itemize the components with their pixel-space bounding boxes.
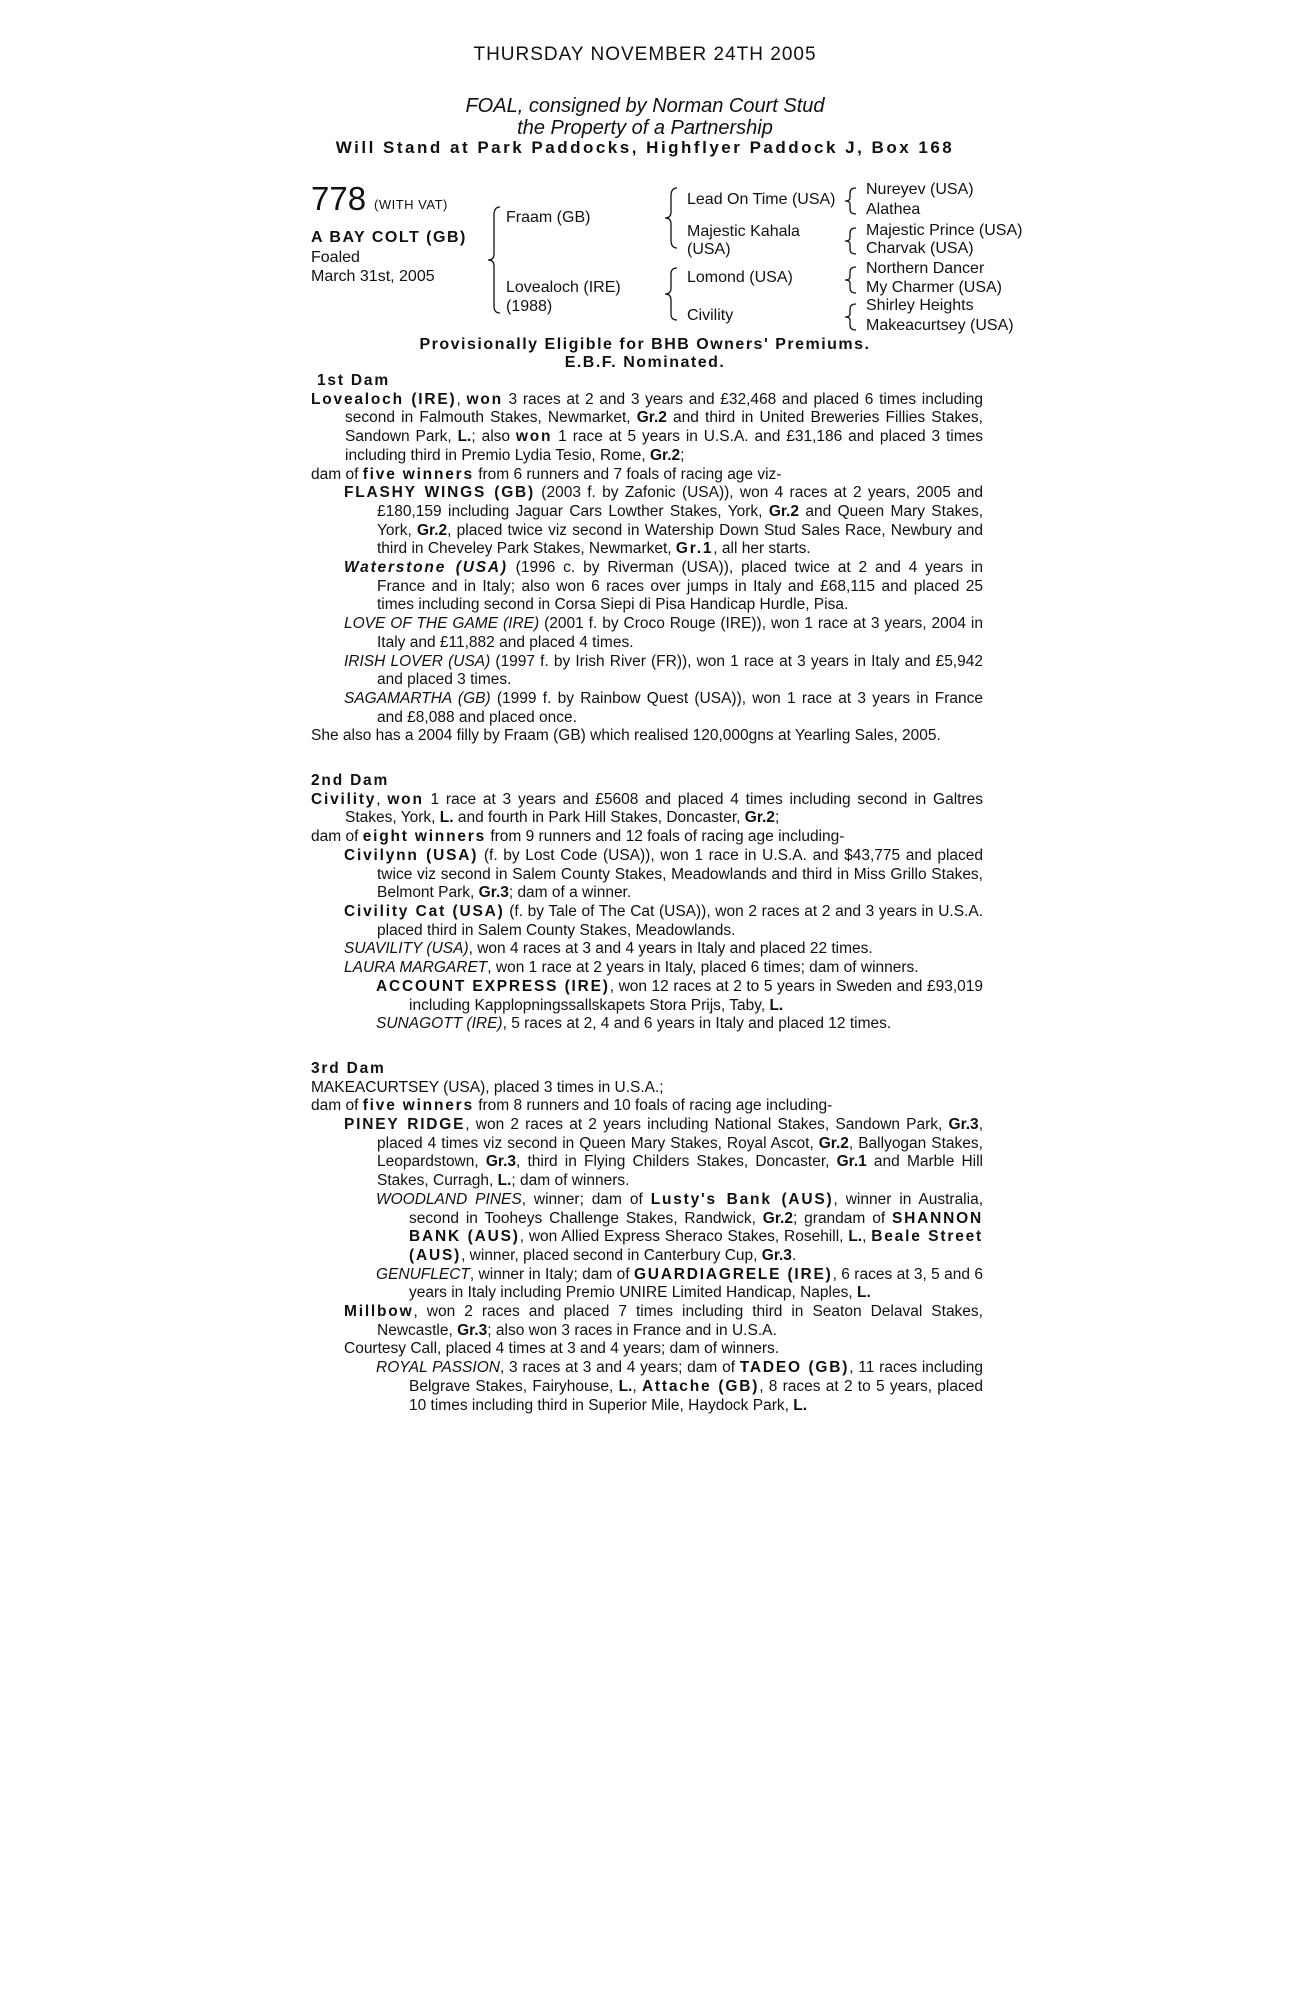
dam-year: (1988) [506,298,553,315]
sire-dam-line2: (USA) [687,241,731,258]
produce-entry: GENUFLECT, winner in Italy; dam of GUARDIAGRELE (IRE), 6 races at 3, 5 and 6 years in Italy including Premio UNIRE Limited Handicap, Naples, L. [376,1265,984,1302]
sire-name: Fraam (GB) [506,209,591,226]
produce-entry: Civility Cat (USA) (f. by Tale of The Cat (USA)), won 2 races at 2 and 3 years in U.S.A. placed third in Salem County Stakes, Meadowlands. [344,902,984,939]
dam-dam: Civility [687,307,734,324]
third-dam-heading: 3rd Dam [311,1059,386,1077]
ggs-7: Shirley Heights [866,297,974,314]
produce-entry: SAGAMARTHA (GB) (1999 f. by Rainbow Quest (USA)), won 1 race at 3 years in France and £8,088 and placed once. [344,689,983,726]
bracket-sire [665,188,677,248]
foaled-date: March 31st, 2005 [311,268,435,285]
ggs-8: Makeacurtsey (USA) [866,317,1014,334]
sire-sire: Lead On Time (USA) [687,191,836,208]
ggs-6: My Charmer (USA) [866,279,1003,296]
produce-entry: Waterstone (USA) (1996 c. by Riverman (USA)), placed twice at 2 and 4 years in France and in Italy; also won 6 races over jumps in Italy and £68,115 and placed 25 times including second in Corsa Siepi di Pisa Handicap Hurdle, Pisa. [344,559,983,614]
third-dam-entry: MAKEACURTSEY (USA), placed 3 times in U.S.A.; [311,1078,664,1096]
vat-label: (WITH VAT) [374,197,448,212]
sale-date: THURSDAY NOVEMBER 24TH 2005 [473,44,817,65]
produce-entry: FLASHY WINGS (GB) (2003 f. by Zafonic (USA)), won 4 races at 2 years, 2005 and £180,159 including Jaguar Cars Lowther Stakes, York, Gr.2 and Queen Mary Stakes, York, Gr.2, placed twice viz second in Watership Down Stud Sales Race, Newbury and third in Cheveley Park Stakes, Newmarket, Gr.1, all her starts. [344,484,984,558]
bracket-dam [665,268,677,320]
dam-name: Lovealoch (IRE) [506,279,621,296]
stand-location: Will Stand at Park Paddocks, Highflyer Paddock J, Box 168 [335,138,955,157]
produce-entry: ROYAL PASSION, 3 races at 3 and 4 years; dam of TADEO (GB), 11 races including Belgrave Stakes, Fairyhouse, L., Attache (GB), 8 races at 2 to 5 years, placed 10 times including third in Superior Mile, Haydock Park, L. [376,1359,984,1414]
first-dam-heading: 1st Dam [317,372,390,389]
lot-number: 778 [311,180,367,217]
consignor-line: FOAL, consigned by Norman Court Stud [465,95,825,117]
yearling-note: She also has a 2004 filly by Fraam (GB) which realised 120,000gns at Yearling Sales, 2005. [311,727,941,745]
produce-entry: ACCOUNT EXPRESS (IRE), won 12 races at 2 to 5 years in Sweden and £93,019 including Kapplopningssallskapets Stora Prijs, Taby, L. [376,977,983,1014]
second-dam-entry: Civility, won 1 race at 3 years and £5608 and placed 4 times including second in Galtres Stakes, York, L. and fourth in Park Hill Stakes, Doncaster, Gr.2; [311,790,983,827]
bracket-ss [845,188,856,214]
eligibility [0,336,1290,372]
bracket-sd [845,228,856,254]
second-dam-heading: 2nd Dam [311,772,390,790]
third-dam-produce-summary: dam of five winners from 8 runners and 10 foals of racing age including- [311,1097,833,1115]
property-line: the Property of a Partnership [517,117,773,139]
pedigree-brackets [0,0,1290,340]
ggs-3: Majestic Prince (USA) [866,222,1023,239]
second-dam-produce-summary: dam of eight winners from 9 runners and 12 foals of racing age including- [311,828,845,846]
pedigree-notes [311,372,983,1415]
lot-description: A BAY COLT (GB) [311,229,467,246]
ggs-4: Charvak (USA) [866,240,974,257]
produce-entry: Courtesy Call, placed 4 times at 3 and 4 years; dam of winners. [344,1340,780,1358]
produce-entry: Millbow, won 2 races and placed 7 times including third in Seaton Delaval Stakes, Newcastle, Gr.3; also won 3 races in France and in U.S.A. [344,1303,983,1339]
bracket-sire-dam [488,207,500,313]
ggs-5: Northern Dancer [866,260,985,277]
dam-sire: Lomond (USA) [687,269,793,286]
ggs-2: Alathea [866,201,921,218]
produce-entry: LAURA MARGARET, won 1 race at 2 years in Italy, placed 6 times; dam of winners. [344,959,919,977]
ebf-nominated: E.B.F. Nominated. [564,354,726,371]
ggs-1: Nureyev (USA) [866,181,974,198]
sire-dam-line1: Majestic Kahala [687,223,800,240]
produce-entry: WOODLAND PINES, winner; dam of Lusty's Bank (AUS), winner in Australia, second in Tooheys Challenge Stakes, Randwick, Gr.2; grandam of SHANNON BANK (AUS), won Allied Express Sheraco Stakes, Rosehill, L., Beale Street (AUS), winner, placed second in Canterbury Cup, Gr.3. [376,1190,984,1264]
foaled-label: Foaled [311,249,360,266]
produce-entry: SUNAGOTT (IRE), 5 races at 2, 4 and 6 years in Italy and placed 12 times. [376,1015,892,1033]
first-dam-produce-summary: dam of five winners from 6 runners and 7 foals of racing age viz- [311,465,782,483]
produce-entry: SUAVILITY (USA), won 4 races at 3 and 4 years in Italy and placed 22 times. [344,940,873,958]
produce-entry: PINEY RIDGE, won 2 races at 2 years including National Stakes, Sandown Park, Gr.3, placed 4 times viz second in Queen Mary Stakes, Royal Ascot, Gr.2, Ballyogan Stakes, Leopardstown, Gr.3, third in Flying Childers Stakes, Doncaster, Gr.1 and Marble Hill Stakes, Curragh, L.; dam of winners. [344,1116,984,1190]
bracket-ds [845,267,856,293]
first-dam-entry: Lovealoch (IRE), won 3 races at 2 and 3 years and £32,468 and placed 6 times including second in Falmouth Stakes, Newmarket, Gr.2 and third in United Breweries Fillies Stakes, Sandown Park, L.; also won 1 race at 5 years in U.S.A. and £31,186 and placed 3 times including third in Premio Lydia Tesio, Rome, Gr.2; [311,390,983,464]
produce-entry: IRISH LOVER (USA) (1997 f. by Irish River (FR)), won 1 race at 3 years in Italy and £5,942 and placed 3 times. [344,652,983,689]
produce-entry: Civilynn (USA) (f. by Lost Code (USA)), won 1 race in U.S.A. and $43,775 and placed twice viz second in Salem County Stakes, Meadowlands and third in Miss Grillo Stakes, Belmont Park, Gr.3; dam of a winner. [344,846,983,902]
eligibility-premiums: Provisionally Eligible for BHB Owners' Premiums. [419,336,871,353]
bracket-dd [845,304,856,330]
produce-entry: LOVE OF THE GAME (IRE) (2001 f. by Croco Rouge (IRE)), won 1 race at 3 years, 2004 in Italy and £11,882 and placed 4 times. [344,615,983,651]
